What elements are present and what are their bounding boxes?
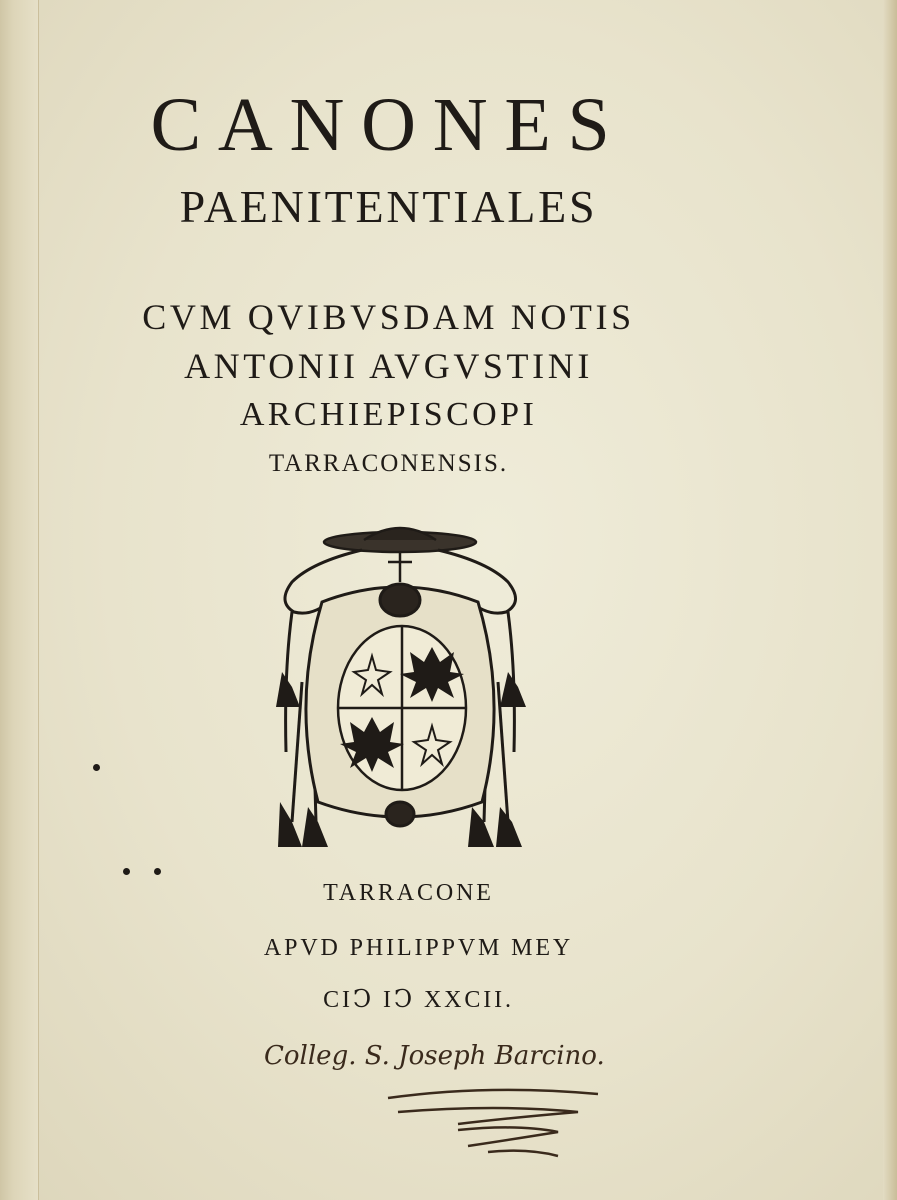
subtitle-line-3: ARCHIEPISCOPI xyxy=(239,396,538,433)
title-line-1: CANONES xyxy=(150,83,627,167)
ink-spot xyxy=(123,868,130,875)
paraph-flourish xyxy=(388,1090,598,1156)
ink-spot xyxy=(93,764,100,771)
ink-spot xyxy=(154,868,161,875)
coat-of-arms-woodcut xyxy=(272,522,544,852)
imprint-date: CIↃ IↃ XXCII. xyxy=(323,987,514,1013)
imprint-printer: APVD PHILIPPVM MEY xyxy=(263,935,574,961)
ownership-inscription-text: Colleg. S. Joseph Barcino. xyxy=(264,1041,605,1071)
imprint-place: TARRACONE xyxy=(323,880,494,906)
subtitle-line-2: ANTONII AVGVSTINI xyxy=(184,346,593,386)
subtitle-line-4: TARRACONENSIS. xyxy=(268,450,509,477)
shield xyxy=(338,626,466,790)
title-line-2: PAENITENTIALES xyxy=(179,181,598,232)
page-edge xyxy=(883,0,897,1200)
subtitle-line-1: CVM QVIBVSDAM NOTIS xyxy=(142,297,635,337)
ownership-inscription xyxy=(258,1020,618,1170)
